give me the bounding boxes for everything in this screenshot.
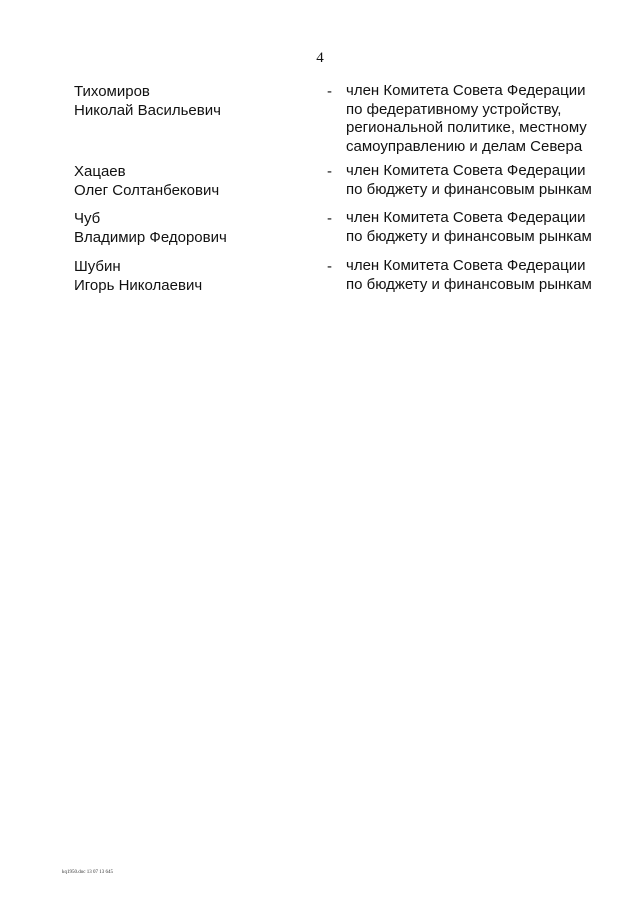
role-line: по бюджету и финансовым рынкам	[346, 227, 592, 245]
entry-dash: -	[327, 163, 332, 180]
role-line: член Комитета Совета Федерации	[346, 209, 586, 226]
member-given-names: Владимир Федорович	[74, 229, 227, 246]
role-line: по бюджету и финансовым рынкам	[346, 275, 592, 293]
role-line: по федеративному устройству,	[346, 100, 562, 118]
footer-document-code: kq1950.doc 13 07 13 645	[62, 870, 113, 875]
member-name	[74, 162, 219, 200]
role-line: по бюджету и финансовым рынкам	[346, 180, 592, 198]
member-surname: Шубин	[74, 258, 121, 275]
member-name	[74, 209, 227, 247]
member-role	[346, 162, 616, 199]
member-given-names: Олег Солтанбекович	[74, 182, 220, 199]
role-line: член Комитета Совета Федерации	[346, 257, 586, 274]
member-role	[346, 82, 616, 156]
member-role	[346, 209, 616, 246]
member-surname: Хацаев	[74, 163, 126, 180]
member-name	[74, 257, 202, 295]
member-given-names: Николай Васильевич	[74, 102, 221, 119]
entry-dash: -	[327, 210, 332, 227]
member-name	[74, 82, 221, 120]
entry-dash: -	[327, 83, 332, 100]
role-line: член Комитета Совета Федерации	[346, 162, 586, 179]
page-number: 4	[316, 50, 324, 66]
entry-dash: -	[327, 258, 332, 275]
member-role	[346, 257, 616, 294]
role-line: член Комитета Совета Федерации	[346, 82, 586, 99]
member-surname: Тихомиров	[74, 83, 150, 100]
role-line: самоуправлению и делам Севера	[346, 137, 583, 155]
member-surname: Чуб	[74, 210, 101, 227]
member-given-names: Игорь Николаевич	[74, 277, 203, 294]
role-line: региональной политике, местному	[346, 119, 587, 136]
